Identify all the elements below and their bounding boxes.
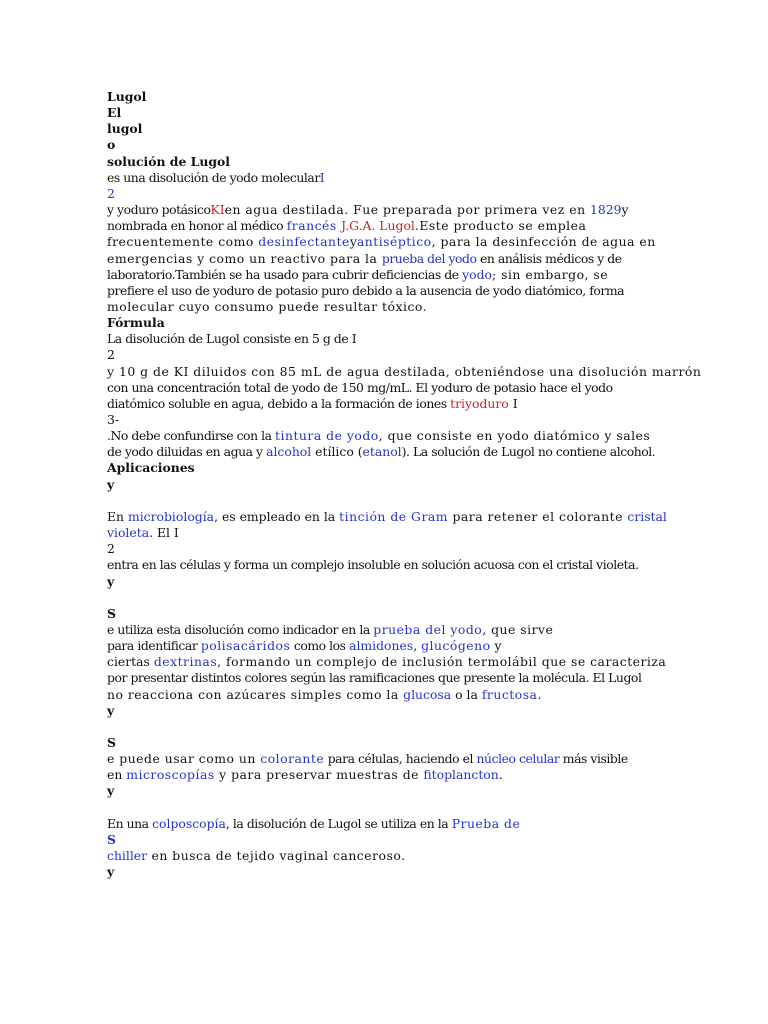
hyperlink[interactable]: 2 [107,185,115,201]
text-run: S [107,605,116,621]
text-line [107,557,639,573]
hyperlink[interactable]: 1829 [590,202,622,218]
text-run: 2 [107,541,115,557]
text-run: por presentar distintos colores según las ramificaciones que presente la molécula. El Lugol [107,670,642,686]
text-line [107,703,114,719]
text-run: En [107,508,128,524]
text-line [107,735,116,751]
text-run: etílico ( [311,444,363,460]
text-run: .No debe confundirse con la [107,428,276,444]
text-run: , que sirve [482,621,554,637]
hyperlink[interactable]: violeta [107,525,150,541]
hyperlink[interactable]: polisacáridos [200,638,291,654]
hyperlink[interactable]: prueba del yodo [381,250,477,266]
text-run: o [107,137,116,153]
text-line [107,654,666,670]
text-line [107,767,503,783]
text-run: con una concentración total de yodo de 150 mg/mL. El yoduro de potasio hace el yodo [107,379,613,395]
text-line [107,622,553,638]
text-run: más visible [559,751,628,767]
text-run: El [107,105,122,121]
text-run: en [107,767,127,783]
hyperlink[interactable]: alcohol [266,444,312,460]
hyperlink[interactable]: yodo [462,266,492,282]
text-run: y [107,783,115,799]
text-run: es una disolución de yodo molecular [107,169,320,185]
text-run: para retener el colorante [448,508,628,524]
text-line [107,396,518,412]
text-run: en agua destilada. Fue preparada por primera vez en [224,202,590,218]
text-line [107,460,195,476]
text-line [107,299,427,315]
text-run: Aplicaciones [107,460,195,476]
text-run: , [413,638,422,654]
text-line [107,864,114,880]
text-run: lugol [107,121,143,137]
text-run: emergencias y como un reactivo para la [107,250,382,266]
text-line [107,509,667,525]
text-run: S [107,735,116,750]
text-line [107,364,701,380]
text-run: y 10 g de KI diluidos con 85 mL de agua destilada, obteniéndose una disolución marrón [107,363,702,379]
text-line [107,848,406,864]
text-line [107,816,520,832]
hyperlink[interactable]: desinfectante [258,234,350,250]
text-line [107,170,325,186]
text-line [107,218,586,234]
text-line [107,283,624,299]
hyperlink[interactable]: etanol [362,444,402,460]
text-run: 2 [107,347,115,363]
text-run: o la [451,686,482,702]
text-line [107,137,115,153]
text-line [107,412,119,428]
text-line [107,186,115,202]
text-run: para identificar [107,638,201,654]
hyperlink[interactable]: glucógeno [421,638,491,654]
hyperlink[interactable]: tinción de Gram [339,508,449,524]
text-run: no reacciona con azúcares simples como la [107,686,404,702]
text-line [107,832,116,848]
text-run: y [107,573,115,589]
text-run: frecuentemente como [107,234,259,250]
hyperlink[interactable]: cristal [627,508,667,524]
text-run: ciertas [107,654,154,670]
text-run: de yodo diluidas en agua y [107,444,267,460]
text-run: 3- [107,412,120,427]
hyperlink[interactable]: prueba del yodo [373,621,483,637]
hyperlink[interactable]: triyoduro [450,395,509,411]
hyperlink[interactable]: colposcopía [152,815,226,831]
text-line [107,541,115,557]
text-run: para células, haciendo el [324,751,477,767]
text-run: . El I [149,525,179,541]
text-line [107,89,146,105]
hyperlink[interactable]: francés [286,218,342,234]
text-line [107,444,655,460]
text-run: y [490,638,502,654]
text-line [107,331,356,347]
text-line [107,428,650,444]
hyperlink[interactable]: Prueba de [451,815,521,831]
text-run: diatómico soluble en agua, debido a la formación de iones [107,395,451,411]
text-run: , que consiste en yodo diatómico y sales [378,428,651,444]
hyperlink[interactable]: colorante [260,751,325,767]
text-run: ; sin embargo, se [491,266,609,282]
text-run: , la disolución de Lugol se utiliza en la [225,815,452,831]
text-run: y [107,702,115,718]
text-run: , formando un complejo de inclusión termolábil que se caracteriza [217,654,667,670]
text-run: En una [107,815,153,831]
hyperlink[interactable]: KI [210,202,225,218]
text-run: . [537,686,542,702]
hyperlink[interactable]: microbiología [127,508,215,524]
text-run: y yoduro potásico [107,202,211,218]
hyperlink[interactable]: antiséptico [356,234,432,250]
hyperlink[interactable]: dextrinas [153,654,218,670]
text-line [107,347,115,363]
text-run: y [107,476,115,492]
hyperlink[interactable]: microscopías [126,767,215,783]
text-run: y para preservar muestras de [214,767,424,783]
text-line [107,105,121,121]
text-run: ). La solución de Lugol no contiene alcohol. [401,444,656,460]
text-line [107,525,179,541]
text-run: nombrada en honor al médico [107,218,287,234]
hyperlink[interactable]: I [319,169,325,185]
text-line [107,783,114,799]
text-line [107,234,656,250]
text-run: I [508,395,518,411]
text-line [107,477,114,493]
text-run: Lugol [107,89,147,104]
hyperlink[interactable]: fitoplancton [423,767,499,783]
text-run: entra en las células y forma un complejo insoluble en solución acuosa con el cristal violeta. [107,557,639,573]
text-line [107,154,230,170]
text-line [107,267,608,283]
text-run: y [107,864,115,880]
text-line [107,251,622,267]
text-run: La disolución de Lugol consiste en 5 g de I [107,331,357,347]
text-line [107,606,116,622]
text-run: y [621,202,629,218]
hyperlink[interactable]: fructosa [481,686,538,702]
text-run: laboratorio.También se ha usado para cubrir deficiencias de [107,266,463,282]
text-line [107,751,628,767]
hyperlink[interactable]: almidones [349,638,414,654]
text-run: , para la desinfección de agua en [431,234,656,250]
hyperlink[interactable]: J.G.A. Lugol [341,218,415,234]
text-line [107,574,114,590]
text-line [107,315,165,331]
text-run: e puede usar como un [107,751,261,767]
hyperlink[interactable]: núcleo celular [476,751,560,767]
hyperlink[interactable]: S [107,831,116,847]
text-run: en análisis médicos y de [476,250,622,266]
text-run: Fórmula [107,315,165,331]
text-run: e utiliza esta disolución como indicador en la [107,621,374,637]
text-line [107,121,142,137]
text-run: .Este producto se emplea [414,218,587,234]
text-run: y [349,234,357,250]
text-run: prefiere el uso de yoduro de potasio puro debido a la ausencia de yodo diatómico, forma [107,282,625,298]
text-run: . [498,767,503,783]
text-run: solución de Lugol [107,153,231,169]
text-line [107,638,502,654]
hyperlink[interactable]: chiller [107,848,148,864]
text-line [107,687,541,703]
hyperlink[interactable]: glucosa [403,686,452,702]
hyperlink[interactable]: tintura de yodo [275,428,379,444]
text-run: en busca de tejido vaginal canceroso. [147,848,406,864]
text-run: , es empleado en la [214,508,340,524]
text-line [107,202,629,218]
text-line [107,380,613,396]
text-line [107,670,641,686]
text-run: molecular cuyo consumo puede resultar tóxico. [107,298,428,314]
text-run: como los [290,638,350,654]
